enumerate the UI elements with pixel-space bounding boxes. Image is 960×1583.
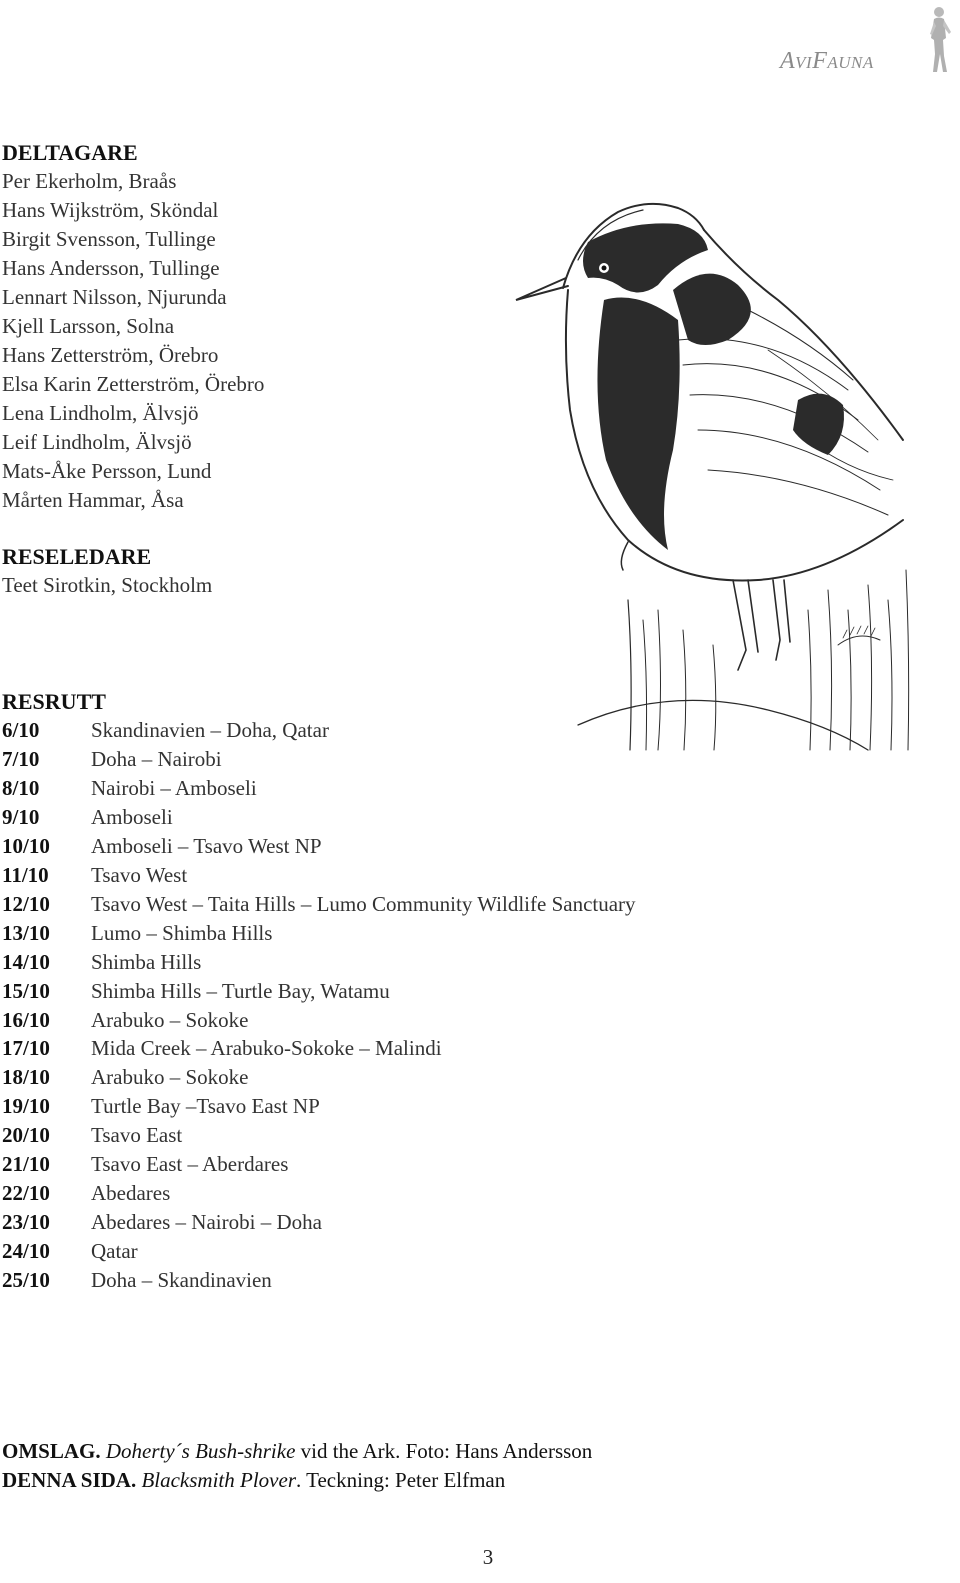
itinerary-place: Shimba Hills — [91, 949, 202, 974]
itinerary-row — [2, 1063, 636, 1092]
itinerary-date: 11/10 — [2, 862, 49, 887]
blacksmith-plover-drawing — [508, 190, 918, 760]
tour-leader-heading: RESELEDARE — [2, 544, 152, 569]
itinerary-row — [2, 1150, 636, 1179]
participant-name: Leif Lindholm, Älvsjö — [2, 430, 192, 454]
itinerary-date: 14/10 — [2, 949, 50, 974]
participant-name: Per Ekerholm, Braås — [2, 169, 177, 193]
itinerary-row — [2, 716, 636, 745]
itinerary-date: 25/10 — [2, 1268, 50, 1293]
participant-name: Lennart Nilsson, Njurunda — [2, 285, 227, 309]
itinerary-place: Mida Creek – Arabuko-Sokoke – Malindi — [91, 1036, 442, 1061]
itinerary-row — [2, 1179, 636, 1208]
itinerary-place: Amboseli — [91, 804, 173, 829]
itinerary-date: 19/10 — [2, 1094, 50, 1119]
itinerary-date: 22/10 — [2, 1181, 50, 1206]
itinerary-date: 15/10 — [2, 978, 50, 1003]
page-credit-text: . Teckning: Peter Elfman — [296, 1468, 506, 1492]
itinerary-date: 10/10 — [2, 833, 50, 858]
page-credit-label: DENNA SIDA. — [2, 1468, 137, 1492]
itinerary-date: 20/10 — [2, 1123, 50, 1148]
itinerary-date: 24/10 — [2, 1239, 50, 1264]
itinerary-place: Tsavo West — [91, 862, 188, 887]
tour-leader-section — [2, 542, 212, 600]
itinerary-date: 6/10 — [2, 718, 40, 742]
itinerary-row — [2, 774, 636, 803]
participant-name: Hans Andersson, Tullinge — [2, 256, 220, 280]
itinerary-row — [2, 1208, 636, 1237]
logo-text: AviFauna — [780, 48, 874, 74]
itinerary-date: 13/10 — [2, 920, 50, 945]
participant-name: Mats-Åke Persson, Lund — [2, 459, 212, 483]
itinerary-date: 16/10 — [2, 1007, 50, 1032]
itinerary-place: Amboseli – Tsavo West NP — [91, 833, 322, 858]
itinerary-place: Shimba Hills – Turtle Bay, Watamu — [91, 978, 390, 1003]
itinerary-row — [2, 1266, 636, 1295]
itinerary-place: Abedares — [91, 1181, 171, 1206]
participant-name: Mårten Hammar, Åsa — [2, 488, 184, 512]
itinerary-row — [2, 1006, 636, 1035]
itinerary-place: Nairobi – Amboseli — [91, 775, 257, 800]
itinerary-place: Abedares – Nairobi – Doha — [91, 1210, 322, 1235]
cover-credit-text: vid the Ark. Foto: Hans Andersson — [295, 1439, 593, 1463]
avifauna-logo — [780, 4, 956, 76]
participant-name: Kjell Larsson, Solna — [2, 314, 175, 338]
page-credit-species: Blacksmith Plover — [141, 1468, 296, 1492]
itinerary-row — [2, 1092, 636, 1121]
tour-leader-name: Teet Sirotkin, Stockholm — [2, 573, 213, 597]
page-credit — [2, 1466, 592, 1495]
itinerary-place: Arabuko – Sokoke — [91, 1065, 249, 1090]
itinerary-row — [2, 1121, 636, 1150]
itinerary-place: Doha – Nairobi — [91, 746, 222, 771]
participant-name: Elsa Karin Zetterström, Örebro — [2, 372, 265, 396]
itinerary-date: 12/10 — [2, 891, 50, 916]
participants-section — [2, 138, 264, 515]
itinerary-heading: RESRUTT — [2, 689, 106, 714]
itinerary-date: 21/10 — [2, 1152, 50, 1177]
itinerary-section — [2, 687, 636, 1295]
itinerary-place: Tsavo West – Taita Hills – Lumo Community Wildlife Sanctuary — [91, 891, 636, 916]
itinerary-row — [2, 948, 636, 977]
credits-section — [2, 1437, 592, 1495]
itinerary-row — [2, 803, 636, 832]
itinerary-row — [2, 890, 636, 919]
itinerary-place: Skandinavien – Doha, Qatar — [91, 718, 329, 742]
itinerary-place: Lumo – Shimba Hills — [91, 920, 273, 945]
itinerary-place: Arabuko – Sokoke — [91, 1007, 249, 1032]
page-number: 3 — [482, 1545, 494, 1569]
itinerary-date: 18/10 — [2, 1065, 50, 1090]
itinerary-row — [2, 919, 636, 948]
itinerary-date: 8/10 — [2, 775, 40, 800]
itinerary-date: 17/10 — [2, 1036, 50, 1061]
participant-name: Lena Lindholm, Älvsjö — [2, 401, 199, 425]
participant-name: Hans Wijkström, Sköndal — [2, 198, 219, 222]
cover-credit — [2, 1437, 592, 1466]
itinerary-place: Doha – Skandinavien — [91, 1268, 272, 1293]
itinerary-place: Tsavo East – Aberdares — [91, 1152, 289, 1177]
itinerary-row — [2, 745, 636, 774]
cover-credit-label: OMSLAG. — [2, 1439, 101, 1463]
participant-name: Hans Zetterström, Örebro — [2, 343, 219, 367]
itinerary-place: Turtle Bay –Tsavo East NP — [91, 1094, 320, 1119]
itinerary-row — [2, 1034, 636, 1063]
cover-credit-species: Doherty´s Bush-shrike — [105, 1439, 296, 1463]
participants-heading: DELTAGARE — [2, 140, 138, 165]
itinerary-date: 23/10 — [2, 1210, 50, 1235]
itinerary-date: 9/10 — [2, 804, 40, 829]
itinerary-row — [2, 832, 636, 861]
itinerary-place: Tsavo East — [91, 1123, 183, 1148]
itinerary-place: Qatar — [91, 1239, 138, 1264]
hiker-silhouette-icon — [922, 4, 954, 76]
participant-name: Birgit Svensson, Tullinge — [2, 227, 216, 251]
itinerary-date: 7/10 — [2, 746, 40, 771]
itinerary-row — [2, 977, 636, 1006]
itinerary-row — [2, 861, 636, 890]
itinerary-row — [2, 1237, 636, 1266]
